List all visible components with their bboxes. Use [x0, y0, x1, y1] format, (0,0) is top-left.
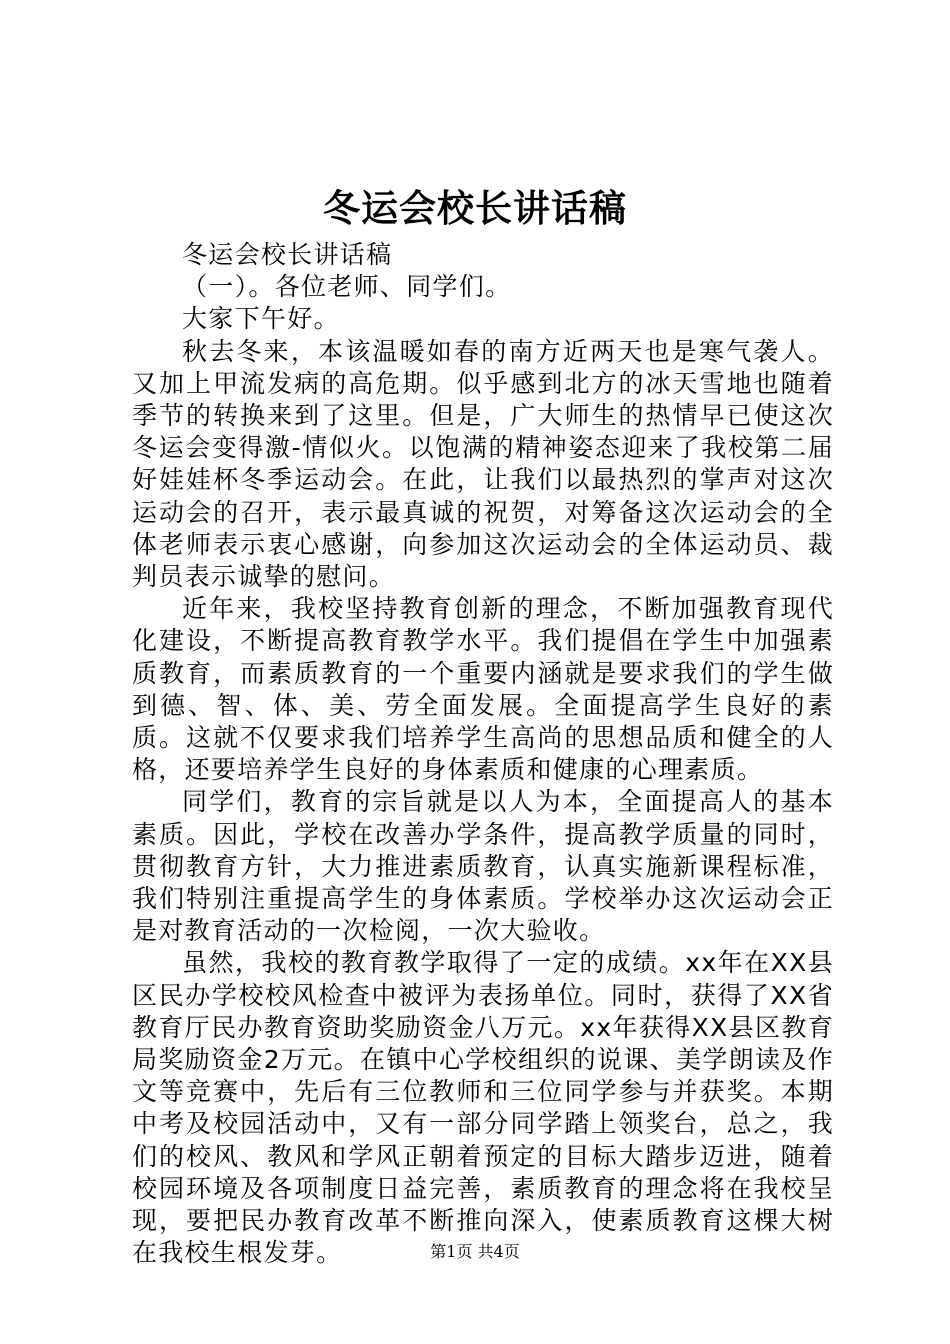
- page-number: 第1页 共4页: [430, 1242, 520, 1261]
- document-body: [132, 239, 834, 1270]
- paragraph: 同学们，教育的宗旨就是以人为本，全面提高人的基本素质。因此，学校在改善办学条件，提高教学质量的同时，贯彻教育方针，大力推进素质教育，认真实施新课程标准，我们特别注重提高学生的身体素质。学校举办这次运动会正是对教育活动的一次检阅，一次大验收。: [132, 787, 834, 946]
- paragraph: 虽然，我校的教育教学取得了一定的成绩。xx年在XX县区民办学校校风检查中被评为表扬单位。同时，获得了XX省教育厅民办教育资助奖励资金八万元。xx年获得XX县区教育局奖励资金2万元。在镇中心学校组织的说课、美学朗读及作文等竞赛中，先后有三位教师和三位同学参与并获奖。本期中考及校园活动中，又有一部分同学踏上领奖台，总之，我们的校风、教风和学风正朝着预定的目标大踏步迈进，随着校园环境及各项制度日益完善，素质教育的理念将在我校呈现，要把民办教育改革不断推向深入，使素质教育这棵大树在我校生根发芽。: [132, 948, 834, 1268]
- paragraph-greeting: 大家下午好。: [182, 304, 340, 334]
- paragraph-subtitle: 冬运会校长讲话稿: [182, 240, 393, 269]
- paragraph: 近年来，我校坚持教育创新的理念，不断加强教育现代化建设，不断提高教育教学水平。我们提倡在学生中加强素质教育，而素质教育的一个重要内涵就是要求我们的学生做到德、智、体、美、劳全面发展。全面提高学生良好的素质。这就不仅要求我们培养学生高尚的思想品质和健全的人格，还要培养学生良好的身体素质和健康的心理素质。: [132, 594, 834, 785]
- document-title: 冬运会校长讲话稿: [323, 186, 627, 230]
- paragraph-salutation: （一）。各位老师、同学们。: [182, 272, 512, 302]
- paragraph: 秋去冬来，本该温暖如春的南方近两天也是寒气袭人。又加上甲流发病的高危期。似乎感到北方的冰天雪地也随着季节的转换来到了这里。但是，广大师生的热情早已使这次冬运会变得激-情似火。以饱满的精神姿态迎来了我校第二届好娃娃杯冬季运动会。在此，让我们以最热烈的掌声对这次运动会的召开，表示最真诚的祝贺，对筹备这次运动会的全体老师表示衷心感谢，向参加这次运动会的全体运动员、裁判员表示诚挚的慰问。: [132, 336, 834, 592]
- page-footer: [0, 1242, 950, 1262]
